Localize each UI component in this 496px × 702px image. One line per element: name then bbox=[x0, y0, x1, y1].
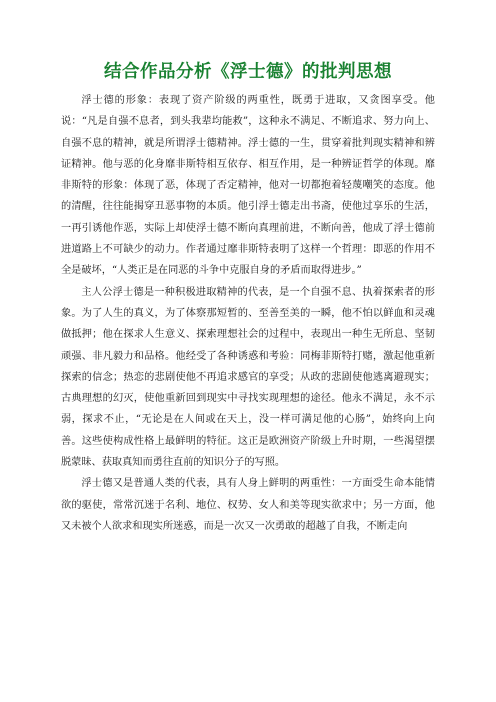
paragraph-2: 主人公浮士德是一种积极进取精神的代表，是一个自强不息、执着探索者的形象。为了人生的真义，为了体察那短暂的、至善至美的一瞬，他不怕以鲜血和灵魂做抵押；他在探求人生意义、探索理想社会的过程中，表现出一种生无所息、坚韧顽强、非凡毅力和品格。他经受了各种诱惑和考验：同梅菲斯特打赌，激起他重新探索的信念；热恋的悲剧使他不再追求感官的享受；从政的悲剧使他逃离避现实；古典理想的幻灭，使他重新回到现实中寻找实现理想的途径。他永不满足，永不示弱，探求不止，“无论是在人间或在天上，没一样可满足他的心肠”，始终向上向善。这些使构成性格上最鲜明的特征。这正是欧洲资产阶级上升时期，一些渴望摆脱蒙昧、获取真知而勇往直前的知识分子的写照。 bbox=[61, 286, 435, 469]
document-page bbox=[61, 60, 435, 537]
paragraph-3: 浮士德又是普通人类的代表，具有人身上鲜明的两重性：一方面受生命本能情欲的驱使，常常沉迷于名利、地位、权势、女人和美等现实欲求中；另一方面，他又未被个人欲求和现实所迷惑，而是一次又一次勇敢的超越了自我，不断走向 bbox=[61, 478, 435, 532]
paragraph-1: 浮士德的形象：表现了资产阶级的两重性，既勇于进取，又贪图享受。他说：“凡是自强不息者，到头我辈均能救”，这种永不满足、不断追求、努力向上、自强不息的精神，就是所谓浮士德精神。浮士德的一生，贯穿着批判现实精神和辨证精神。他与恶的化身靡非斯特相互依存、相互作用，是一种辨证哲学的体现。靡非斯特的形象：体现了恶，体现了否定精神，他对一切都抱着轻蔑嘲笑的态度。他的清醒，往往能揭穿丑恶事物的本质。他引浮士德走出书斋，使他过享乐的生活，一再引诱他作恶，实际上却使浮士德不断向真理前进，不断向善，他成了浮士德前进道路上不可缺少的动力。作者通过靡非斯特表明了这样一个哲理：即恶的作用不全是破坏，“人类正是在同恶的斗争中克服自身的矛盾而取得进步。” bbox=[61, 95, 435, 277]
document-title: 结合作品分析《浮士德》的批判思想 bbox=[104, 62, 392, 82]
